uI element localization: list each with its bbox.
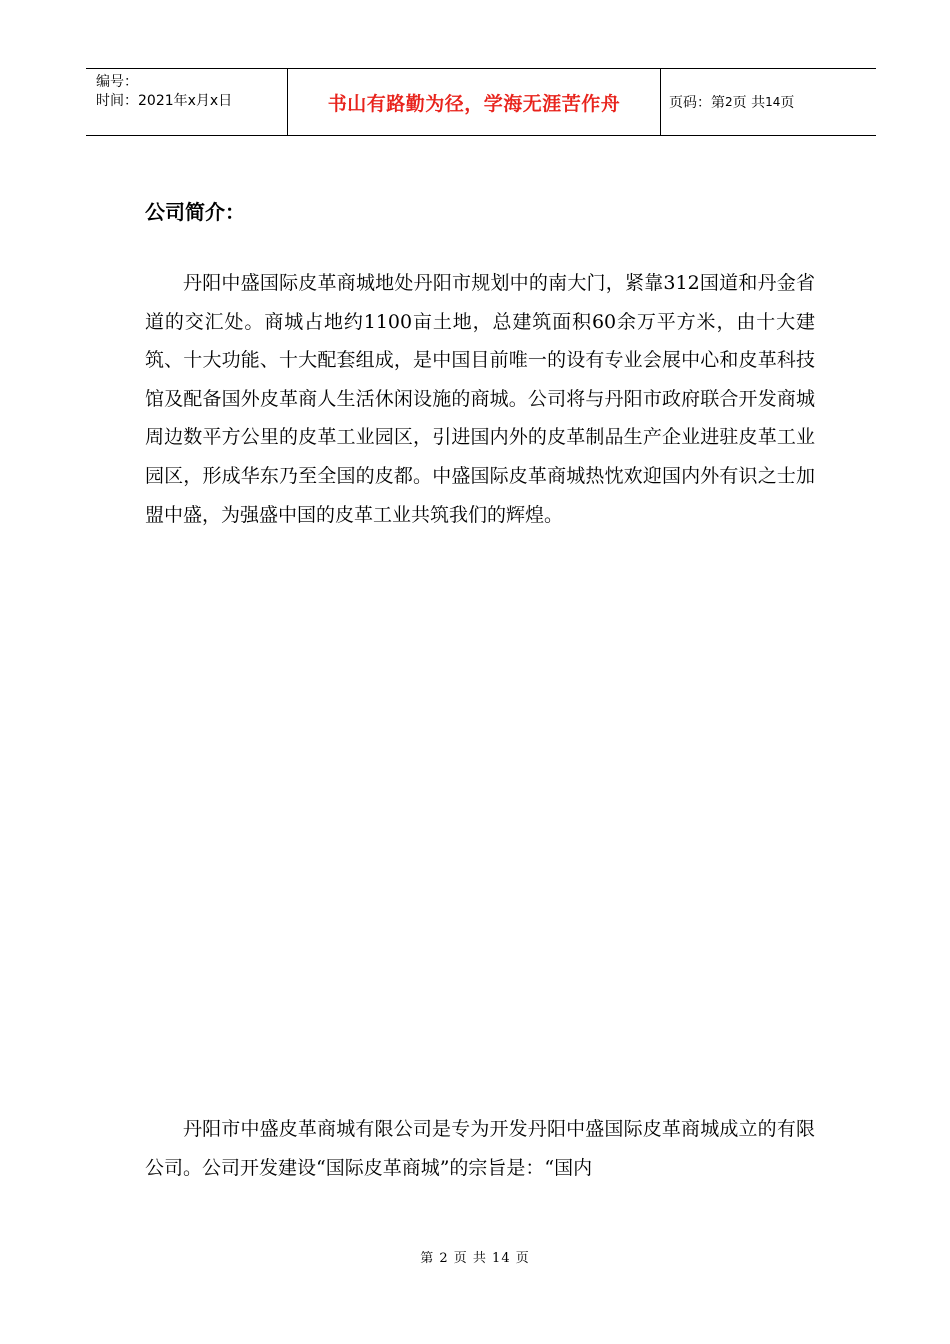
company-intro-paragraph: 丹阳中盛国际皮革商城地处丹阳市规划中的南大门，紧靠312国道和丹金省道的交汇处。商城占地约1100亩土地，总建筑面积60余万平方米，由十大建筑、十大功能、十大配套组成，是中国目前唯一的设有专业会展中心和皮革科技馆及配备国外皮革商人生活休闲设施的商城。公司将与丹阳市政府联合开发商城周边数平方公里的皮革工业园区，引进国内外的皮革制品生产企业进驻皮革工业园区，形成华东乃至全国的皮都。中盛国际皮革商城热忱欢迎国内外有识之士加盟中盛，为强盛中国的皮革工业共筑我们的辉煌。 — [145, 272, 815, 526]
page-total: 14 — [765, 95, 781, 109]
page-header — [86, 68, 876, 136]
page-end-label: 页 — [780, 95, 795, 111]
page-label: 页码：第 — [669, 95, 725, 111]
header-meta-cell — [86, 69, 288, 135]
page-footer: 第 2 页 共 14 页 — [420, 1251, 530, 1266]
document-number-label: 编号： — [96, 74, 138, 90]
header-page-info — [661, 69, 876, 135]
document-time-label: 时间：2021年x月x日 — [96, 93, 233, 109]
company-purpose-paragraph: 丹阳市中盛皮革商城有限公司是专为开发丹阳中盛国际皮革商城成立的有限公司。公司开发建设“国际皮革商城”的宗旨是：“国内 — [145, 1118, 815, 1179]
section-title: 公司简介： — [145, 200, 245, 224]
header-motto: 书山有路勤为径，学海无涯苦作舟 — [288, 69, 661, 135]
page-mid-label: 页 共 — [732, 95, 766, 111]
page-number: 2 — [725, 95, 733, 109]
